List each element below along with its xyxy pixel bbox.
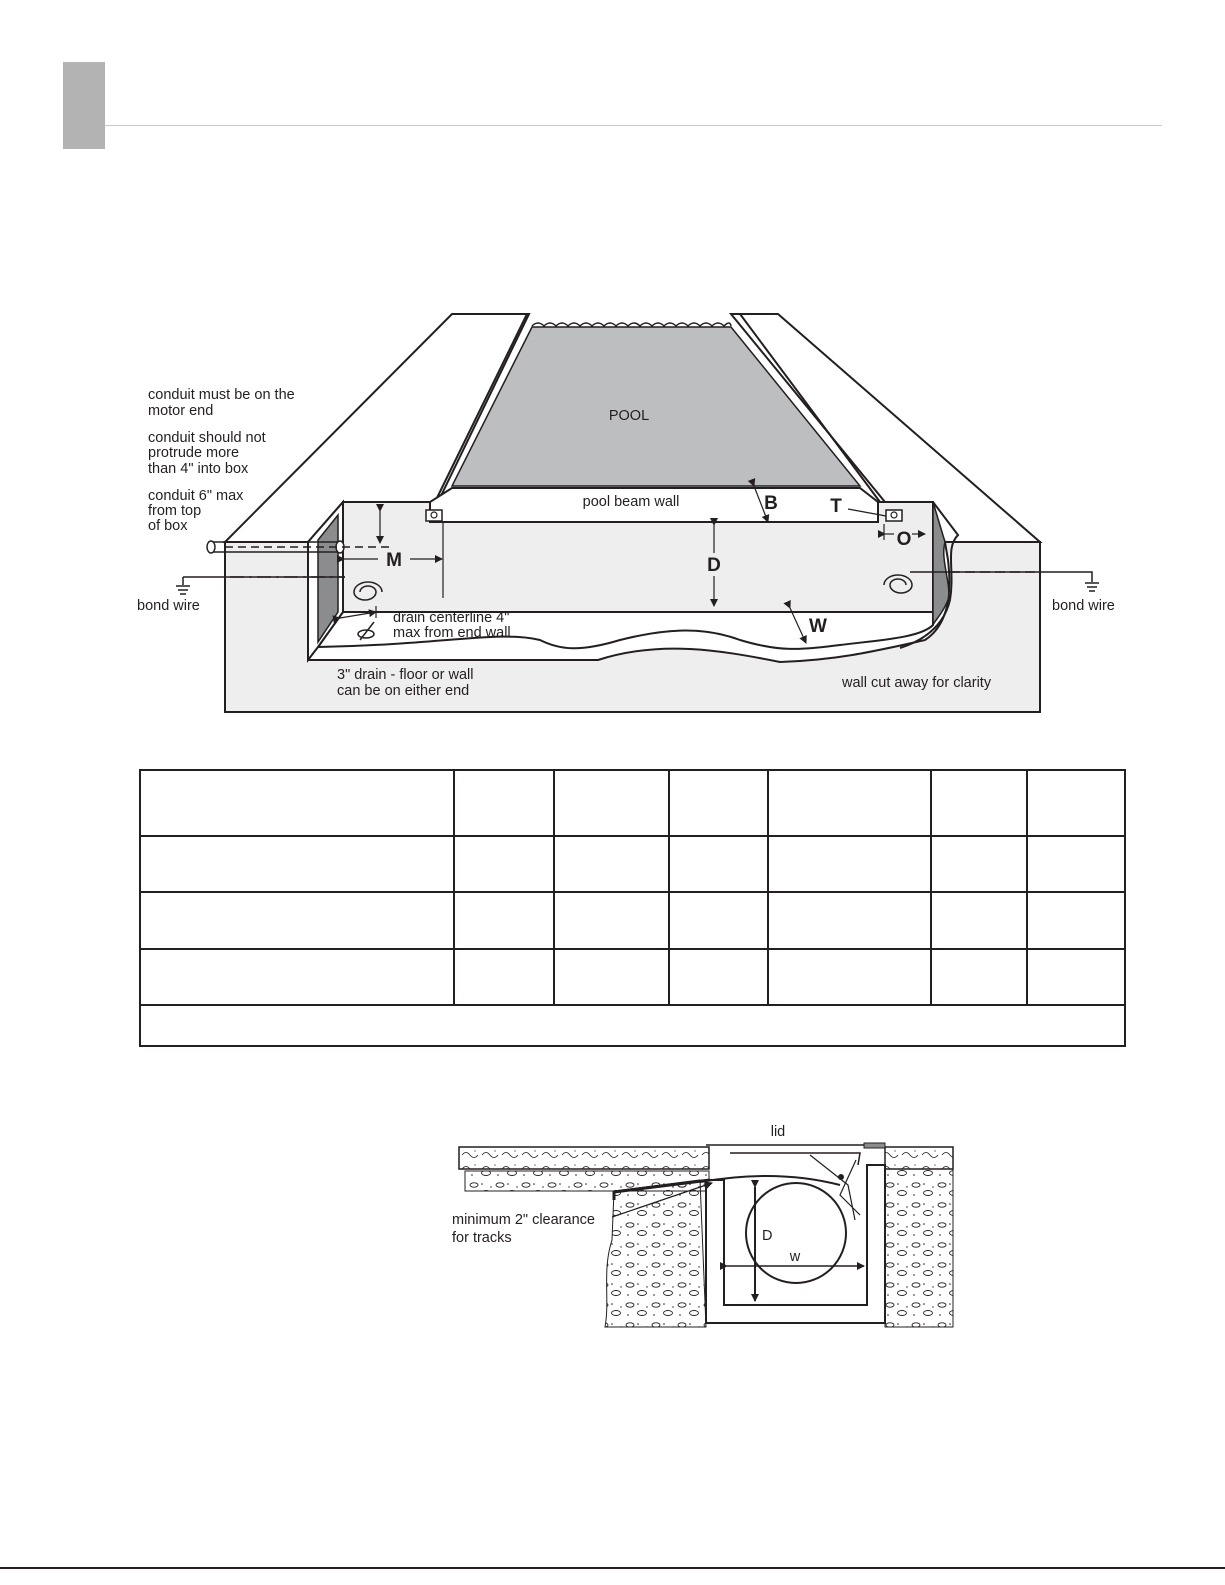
bond-wire-left-label: bond wire [137,598,200,614]
clearance-note: minimum 2" clearance for tracks [452,1212,595,1246]
bond-wire-right-label: bond wire [1052,598,1115,614]
dim-label-b: B [764,493,778,514]
footer-rule [0,1567,1225,1569]
dim-label-d-section: D [762,1228,773,1244]
conduit-protrude-note: conduit should not protrude more than 4" into box [148,430,266,477]
dim-label-t: T [830,496,842,517]
dim-label-m: M [386,550,402,571]
coping-left [459,1147,709,1169]
pool-label: POOL [608,408,650,424]
drain-centerline-note: drain centerline 4" max from end wall [393,610,511,641]
dim-label-w-section: w [789,1249,801,1265]
dim-label-w: W [809,616,827,637]
wall-cut-note: wall cut away for clarity [842,675,992,691]
coping-right [885,1147,953,1169]
drain-note: 3" drain - floor or wall can be on either end [337,667,474,699]
conduit-max-note: conduit 6" max from top of box [148,488,244,534]
dim-label-o: O [896,529,912,550]
lid [706,1145,884,1165]
lid-label: lid [770,1124,786,1140]
pool-beam-wall-label: pool beam wall [582,494,680,510]
earth-right [885,1169,953,1327]
cover-roll [746,1183,846,1283]
dim-label-d: D [707,555,721,576]
conduit-motor-note: conduit must be on the motor end [148,387,295,419]
